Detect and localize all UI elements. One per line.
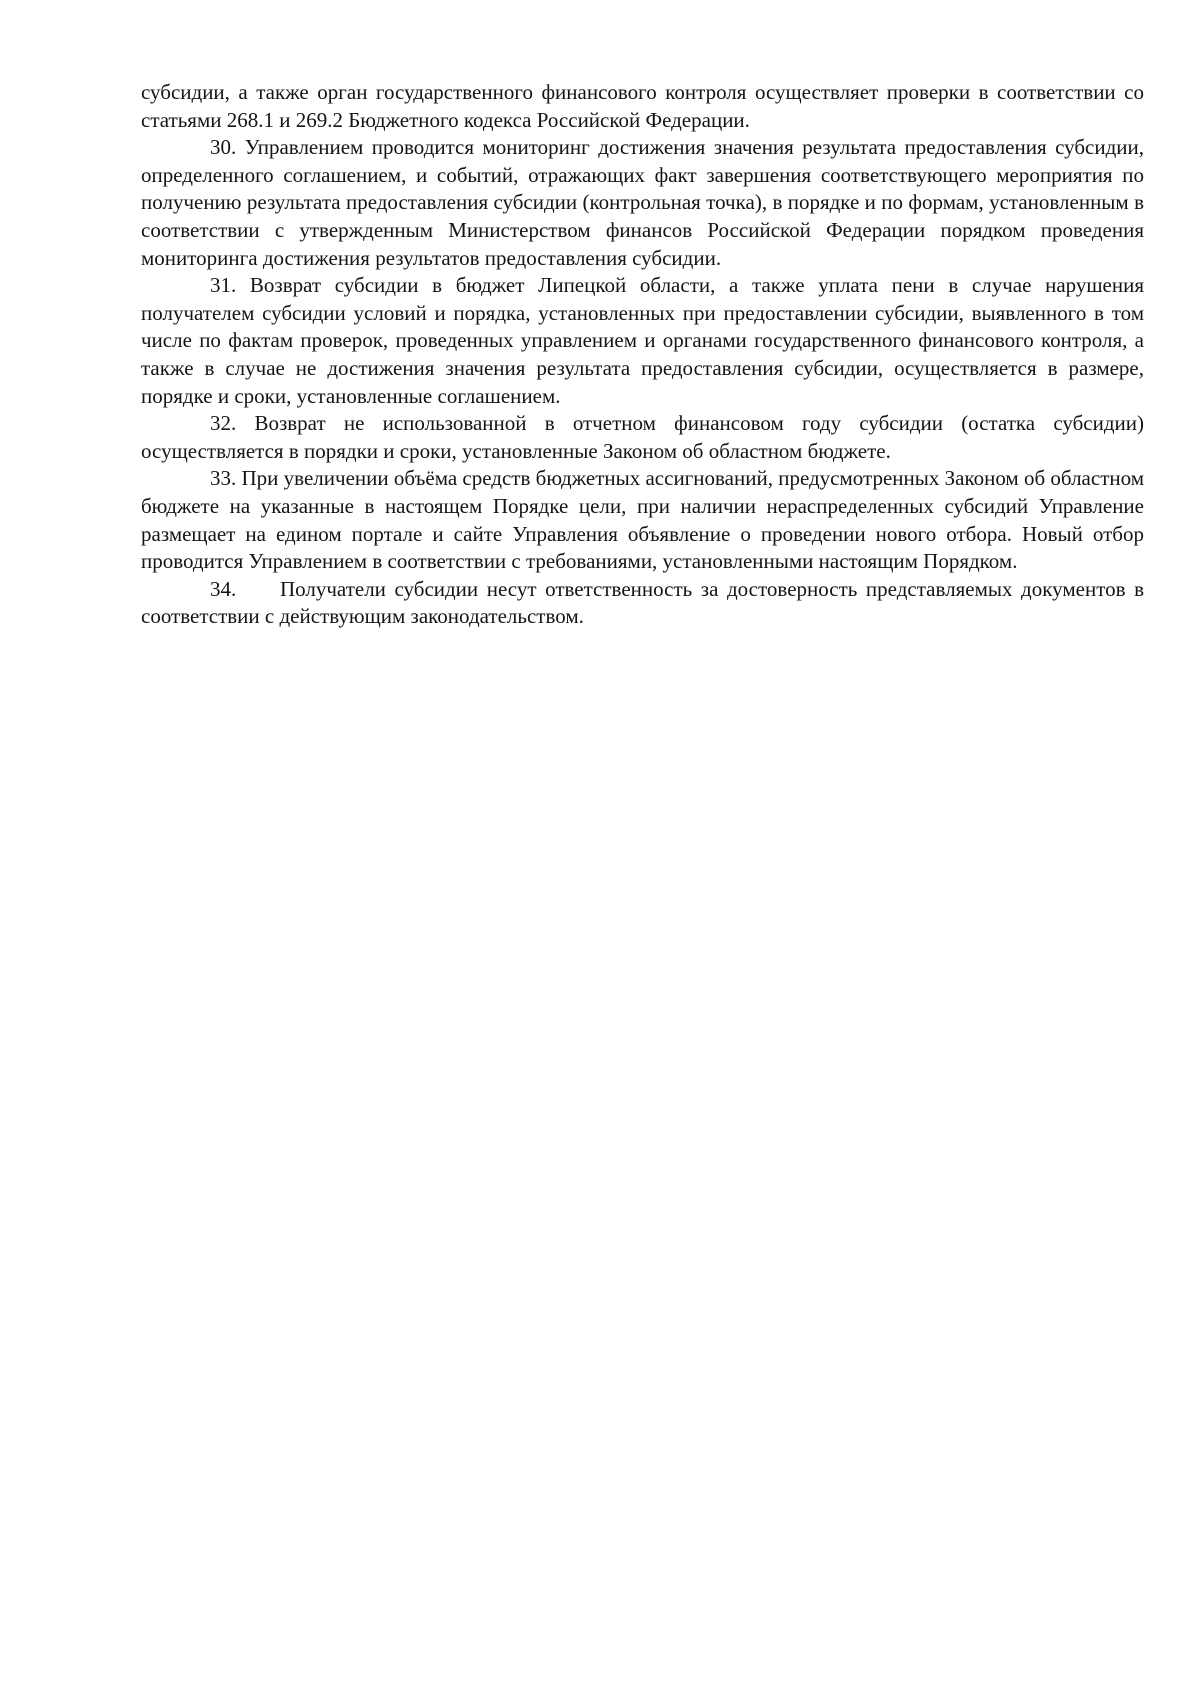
paragraph-number: 34. <box>210 576 237 601</box>
paragraph-text: Получатели субсидии несут ответственность за достоверность представляемых документов в соответствии с действующим законодательством. <box>141 576 1144 629</box>
paragraph-number: 32. <box>210 411 237 436</box>
paragraph-number: 30. <box>210 135 237 160</box>
paragraph-34 <box>141 576 1144 631</box>
paragraph-text: При увеличении объёма средств бюджетных ассигнований, предусмотренных Законом об областном бюджете на указанные в настоящем Порядке цели, при наличии нераспределенных субсидий Управление размещает на едином портале и сайте Управления объявление о проведении нового отбора. Новый отбор проводится Управлением в соответствии с требованиями, установленными настоящим Порядком. <box>141 466 1145 574</box>
paragraph-number: 31. <box>210 273 237 298</box>
paragraph-text: Возврат не использованной в отчетном финансовом году субсидии (остатка субсидии) осуществляется в порядки и сроки, установленные Законом об областном бюджете. <box>141 411 1144 463</box>
paragraph-33 <box>141 465 1144 575</box>
paragraph-31 <box>141 272 1144 410</box>
paragraph-text: Управлением проводится мониторинг достижения значения результата предоставления субсидии, определенного соглашением, и событий, отражающих факт завершения соответствующего мероприятия по получению результата предоставления субсидии (контрольная точка), в порядке и по формам, установленным в соответствии с утвержденным Министерством финансов Российской Федерации порядком проведения мониторинга достижения результатов предоставления субсидии. <box>141 135 1145 270</box>
paragraph-text: Возврат субсидии в бюджет Липецкой области, а также уплата пени в случае нарушения получателем субсидии условий и порядка, установленных при предоставлении субсидии, выявленного в том числе по фактам проверок, проведенных управлением и органами государственного финансового контроля, а также в случае не достижения значения результата предоставления субсидии, осуществляется в размере, порядке и сроки, установленные соглашением. <box>141 273 1144 408</box>
document-page <box>141 79 1144 631</box>
continuation-paragraph: субсидии, а также орган государственного финансового контроля осуществляет проверки в соответствии со статьями 268.1 и 269.2 Бюджетного кодекса Российской Федерации. <box>141 80 1144 132</box>
paragraph-30 <box>141 134 1144 272</box>
paragraph-32 <box>141 410 1144 465</box>
paragraph-number: 33. <box>210 466 237 491</box>
